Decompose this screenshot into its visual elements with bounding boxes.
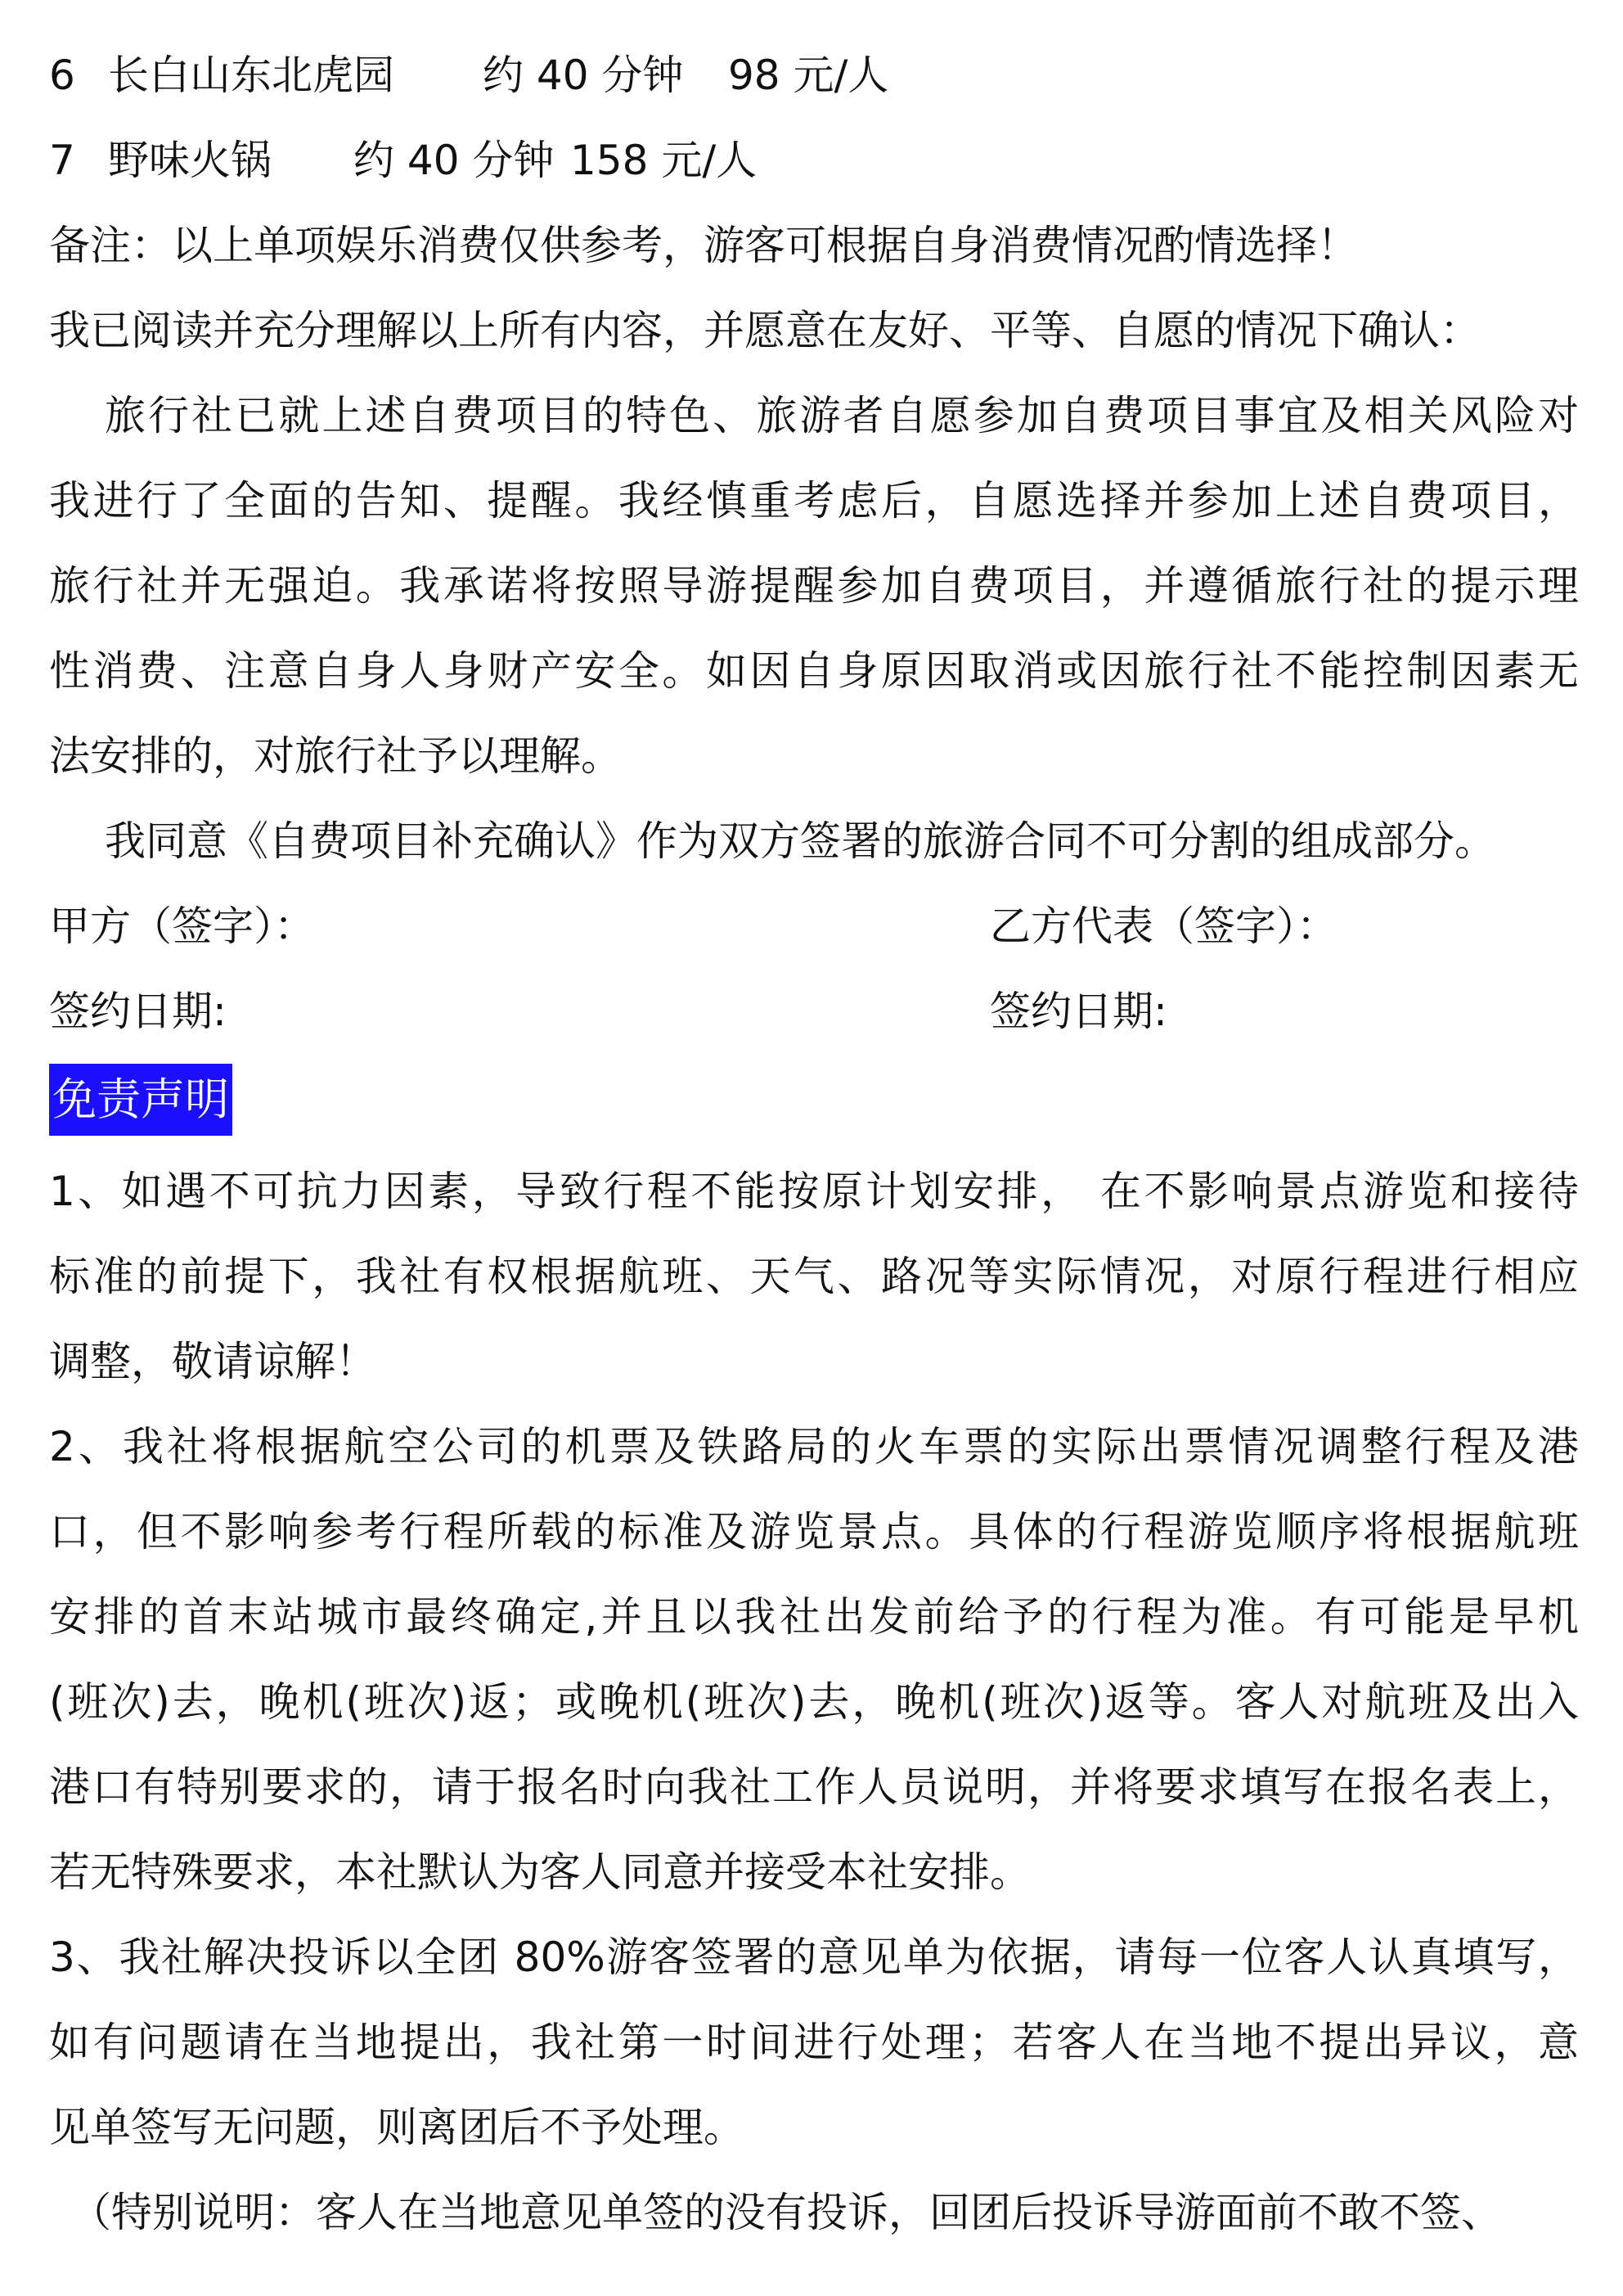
paragraph-line: (班次)去，晚机(班次)返；或晚机(班次)去，晚机(班次)返等。客人对航班及出入 [49,1678,1579,1726]
paragraph-line: 我进行了全面的告知、提醒。我经慎重考虑后，自愿选择并参加上述自费项目， [49,477,1579,524]
paragraph-line: 性消费、注意自身人身财产安全。如因自身原因取消或因旅行社不能控制因素无 [49,647,1579,695]
fee-item-7 [49,118,1579,203]
paragraph-line: 法安排的，对旅行社予以理解。 [49,732,622,780]
party-a-date-label: 签约日期: [49,988,227,1035]
disclaimer-paragraph-2 [49,1404,1579,1915]
item-name: 野味火锅 [108,137,272,184]
disclaimer-heading: 免责声明 [49,1064,232,1136]
disclaimer-heading-block [49,1059,1579,1144]
paragraph-line: 安排的首末站城市最终确定,并且以我社出发前给予的行程为准。有可能是早机 [49,1593,1579,1641]
item-number: 7 [49,137,75,184]
confirm-paragraph [49,373,1579,799]
party-b-date-label: 签约日期: [990,988,1167,1035]
paragraph-line: 如有问题请在当地提出，我社第一时间进行处理；若客人在当地不提出异议，意 [49,2019,1579,2066]
paragraph-line: 若无特殊要求，本社默认为客人同意并接受本社安排。 [49,1848,1031,1896]
item-price: 98 元/人 [728,52,889,99]
note-line: 备注：以上单项娱乐消费仅供参考，游客可根据自身消费情况酌情选择！ [49,222,1358,269]
paragraph-line: 3、我社解决投诉以全团 80%游客签署的意见单为依据，请每一位客人认真填写， [49,1934,1579,1981]
signing-date-row [49,969,1579,1054]
disclaimer-paragraph-3 [49,1915,1579,2170]
fee-item-6 [49,33,1579,118]
confirm-intro: 我已阅读并充分理解以上所有内容，并愿意在友好、平等、自愿的情况下确认： [49,307,1481,354]
party-a-signature-label: 甲方（签字）： [49,903,315,950]
document-page [49,33,1579,2255]
item-price: 158 元/人 [570,137,758,184]
paragraph-line: 旅行社已就上述自费项目的特色、旅游者自愿参加自费项目事宜及相关风险对 [105,392,1579,439]
paragraph-line: 调整，敬请谅解！ [49,1338,376,1385]
paragraph-line: 见单签写无问题，则离团后不予处理。 [49,2104,744,2151]
special-note-line: （特别说明：客人在当地意见单签的没有投诉，回团后投诉导游面前不敢不签、 [70,2189,1502,2236]
paragraph-line: 港口有特别要求的，请于报名时向我社工作人员说明，并将要求填写在报名表上， [49,1763,1579,1811]
disclaimer-paragraph-1 [49,1149,1579,1404]
paragraph-line: 标准的前提下，我社有权根据航班、天气、路况等实际情况，对原行程进行相应 [49,1253,1579,1300]
paragraph-line: 1、如遇不可抗力因素，导致行程不能按原计划安排， 在不影响景点游览和接待 [49,1168,1579,1215]
paragraph-line: 口，但不影响参考行程所载的标准及游览景点。具体的行程游览顺序将根据航班 [49,1508,1579,1555]
paragraph-line: 2、我社将根据航空公司的机票及铁路局的火车票的实际出票情况调整行程及港 [49,1423,1579,1470]
item-number: 6 [49,52,75,99]
signature-row [49,884,1579,969]
agree-line: 我同意《自费项目补充确认》作为双方签署的旅游合同不可分割的组成部分。 [105,817,1495,865]
party-b-signature-label: 乙方代表（签字）： [990,903,1338,950]
item-name: 长白山东北虎园 [108,52,394,99]
item-duration: 约 40 分钟 [483,52,684,99]
paragraph-line: 旅行社并无强迫。我承诺将按照导游提醒参加自费项目，并遵循旅行社的提示理 [49,562,1579,610]
item-duration: 约 40 分钟 [353,137,555,184]
